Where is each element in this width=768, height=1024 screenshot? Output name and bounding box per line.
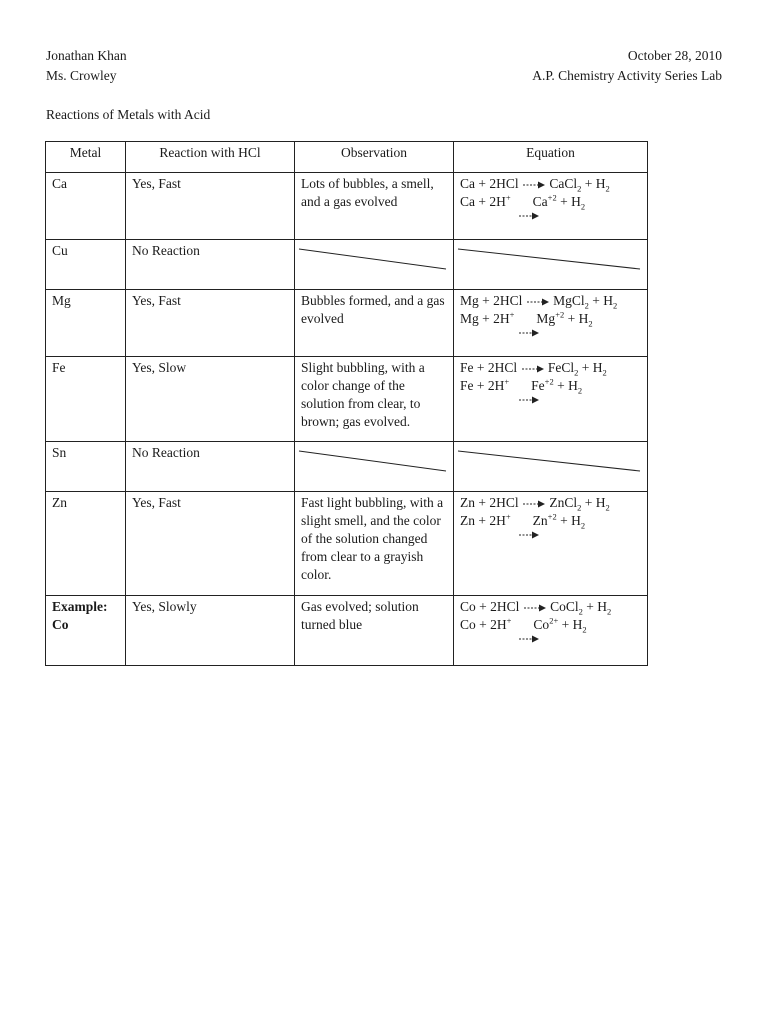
equation-cell (454, 492, 648, 596)
ionic-reactants: Mg + 2H (460, 311, 510, 326)
product-gas-subscript: 2 (605, 502, 610, 513)
equation-cell (454, 596, 648, 666)
ionic-reactants: Co + 2H (460, 617, 507, 632)
ionic-product-gas: + H (556, 194, 581, 209)
observation-cell: Gas evolved; solution turned blue (295, 596, 454, 666)
reactions-table (45, 141, 648, 666)
header-observation: Observation (295, 142, 454, 173)
ionic-reactants: Zn + 2H (460, 513, 506, 528)
reactants: Zn + 2HCl (460, 495, 519, 510)
reaction-arrow-icon (522, 499, 546, 509)
ionic-reactant-charge: + (504, 376, 510, 387)
product-gas: + H (582, 599, 608, 614)
reactants: Co + 2HCl (460, 599, 520, 614)
reaction-cell: Yes, Fast (126, 173, 295, 240)
metal-cell (46, 492, 126, 596)
ionic-gas-subscript: 2 (582, 624, 587, 635)
no-data-slash (454, 240, 648, 290)
metal-label: Cu (52, 243, 68, 258)
product-gas: + H (588, 293, 614, 308)
product-salt: ZnCl (549, 495, 578, 510)
ionic-gas-subscript: 2 (577, 385, 583, 396)
product-gas: + H (581, 176, 606, 191)
product-gas: + H (578, 360, 603, 375)
table-header-row (46, 142, 648, 173)
reaction-arrow-icon (518, 328, 540, 338)
no-data-slash (454, 442, 648, 492)
reaction-arrow-icon (518, 395, 540, 405)
header-metal: Metal (46, 142, 126, 173)
ionic-product-gas: + H (564, 311, 589, 326)
arrow-below-wrapper (518, 395, 641, 405)
ionic-product: Ca (532, 194, 548, 209)
ionic-gas-subscript: 2 (588, 318, 593, 329)
equation-molecular (460, 292, 641, 310)
equation-cell (454, 290, 648, 357)
ionic-gas-subscript: 2 (580, 201, 586, 212)
reaction-arrow-icon (518, 530, 540, 540)
metal-label: Sn (52, 445, 67, 460)
reaction-arrow-icon (523, 603, 547, 613)
ionic-product-gas: + H (558, 617, 583, 632)
ionic-product-charge: 2+ (549, 615, 559, 626)
product-salt-subscript: 2 (578, 606, 583, 617)
reactants: Ca + 2HCl (460, 176, 519, 191)
student-name: Jonathan Khan (46, 48, 127, 63)
reactants: Mg + 2HCl (460, 293, 523, 308)
metal-cell (46, 290, 126, 357)
observation-cell: Lots of bubbles, a smell, and a gas evolved (295, 173, 454, 240)
table-row (46, 442, 648, 492)
teacher-name: Ms. Crowley (46, 68, 117, 83)
product-gas: + H (581, 495, 606, 510)
lab-title: A.P. Chemistry Activity Series Lab (532, 68, 722, 83)
ionic-product: Zn (532, 513, 548, 528)
ionic-product: Fe (531, 378, 545, 393)
equation-cell (454, 173, 648, 240)
header-reaction: Reaction with HCl (126, 142, 295, 173)
table-row (46, 173, 648, 240)
product-gas-subscript: 2 (605, 183, 610, 194)
metal-cell (46, 596, 126, 666)
metal-cell (46, 357, 126, 442)
reactants: Fe + 2HCl (460, 360, 518, 375)
section-title: Reactions of Metals with Acid (46, 107, 211, 122)
observation-cell: Fast light bubbling, with a slight smell, and the color of the solution changed from clear to a grayish color. (295, 492, 454, 596)
product-salt: FeCl (547, 360, 575, 375)
equation-cell-empty (454, 442, 648, 492)
arrow-below-wrapper (518, 211, 641, 221)
equation-molecular (460, 359, 641, 377)
reaction-cell: Yes, Fast (126, 290, 295, 357)
product-salt-subscript: 2 (577, 183, 582, 194)
reaction-arrow-icon (526, 297, 550, 307)
product-salt-subscript: 2 (584, 300, 589, 311)
table-row (46, 240, 648, 290)
no-data-slash (295, 240, 454, 290)
reaction-arrow-icon (522, 180, 546, 190)
arrow-below-wrapper (518, 634, 641, 644)
ionic-product-charge: +2 (547, 192, 557, 203)
reaction-cell: No Reaction (126, 442, 295, 492)
ionic-reactants: Fe + 2H (460, 378, 505, 393)
header-right (532, 46, 722, 86)
product-salt: MgCl (553, 293, 585, 308)
ionic-reactants: Ca + 2H (460, 194, 506, 209)
equation-net-ionic (460, 310, 641, 328)
metal-label: Ca (52, 176, 67, 191)
product-gas-subscript: 2 (613, 300, 618, 311)
ionic-product: Mg (536, 311, 556, 326)
ionic-product: Co (533, 617, 550, 632)
reaction-cell: Yes, Slowly (126, 596, 295, 666)
product-salt-subscript: 2 (577, 502, 582, 513)
metal-cell (46, 240, 126, 290)
equation-net-ionic (460, 377, 641, 395)
header-equation: Equation (454, 142, 648, 173)
equation-net-ionic (460, 193, 641, 211)
observation-cell: Bubbles formed, and a gas evolved (295, 290, 454, 357)
product-salt: CaCl (549, 176, 578, 191)
observation-cell-empty (295, 240, 454, 290)
equation-molecular (460, 598, 641, 616)
reaction-cell: Yes, Fast (126, 492, 295, 596)
reaction-arrow-icon (521, 364, 545, 374)
observation-cell: Slight bubbling, with a color change of the solution from clear, to brown; gas evolved. (295, 357, 454, 442)
equation-molecular (460, 175, 641, 193)
metal-cell (46, 442, 126, 492)
product-salt-subscript: 2 (574, 367, 579, 378)
product-salt: CoCl (550, 599, 579, 614)
reaction-cell: No Reaction (126, 240, 295, 290)
ionic-reactant-charge: + (509, 309, 515, 320)
equation-molecular (460, 494, 641, 512)
metal-label: Mg (52, 293, 71, 308)
equation-net-ionic (460, 512, 641, 530)
metal-label: Example: Co (52, 599, 108, 632)
reaction-arrow-icon (518, 211, 540, 221)
metal-cell (46, 173, 126, 240)
table-row (46, 596, 648, 666)
equation-cell-empty (454, 240, 648, 290)
product-gas-subscript: 2 (607, 606, 612, 617)
no-data-slash (295, 442, 454, 492)
arrow-below-wrapper (518, 530, 641, 540)
equation-cell (454, 357, 648, 442)
arrow-below-wrapper (518, 328, 641, 338)
ionic-product-gas: + H (553, 378, 578, 393)
table-row (46, 290, 648, 357)
ionic-product-gas: + H (556, 513, 581, 528)
header-left (46, 46, 127, 86)
metal-label: Fe (52, 360, 66, 375)
ionic-product-charge: +2 (555, 309, 565, 320)
reaction-cell: Yes, Slow (126, 357, 295, 442)
ionic-reactant-charge: + (505, 511, 511, 522)
ionic-reactant-charge: + (506, 615, 512, 626)
ionic-product-charge: +2 (544, 376, 554, 387)
metal-label: Zn (52, 495, 67, 510)
equation-net-ionic (460, 616, 641, 634)
ionic-gas-subscript: 2 (580, 520, 586, 531)
report-date: October 28, 2010 (627, 48, 722, 63)
ionic-product-charge: +2 (547, 511, 557, 522)
product-gas-subscript: 2 (602, 367, 607, 378)
table-row (46, 492, 648, 596)
ionic-reactant-charge: + (505, 192, 511, 203)
table-row (46, 357, 648, 442)
reaction-arrow-icon (518, 634, 540, 644)
observation-cell-empty (295, 442, 454, 492)
